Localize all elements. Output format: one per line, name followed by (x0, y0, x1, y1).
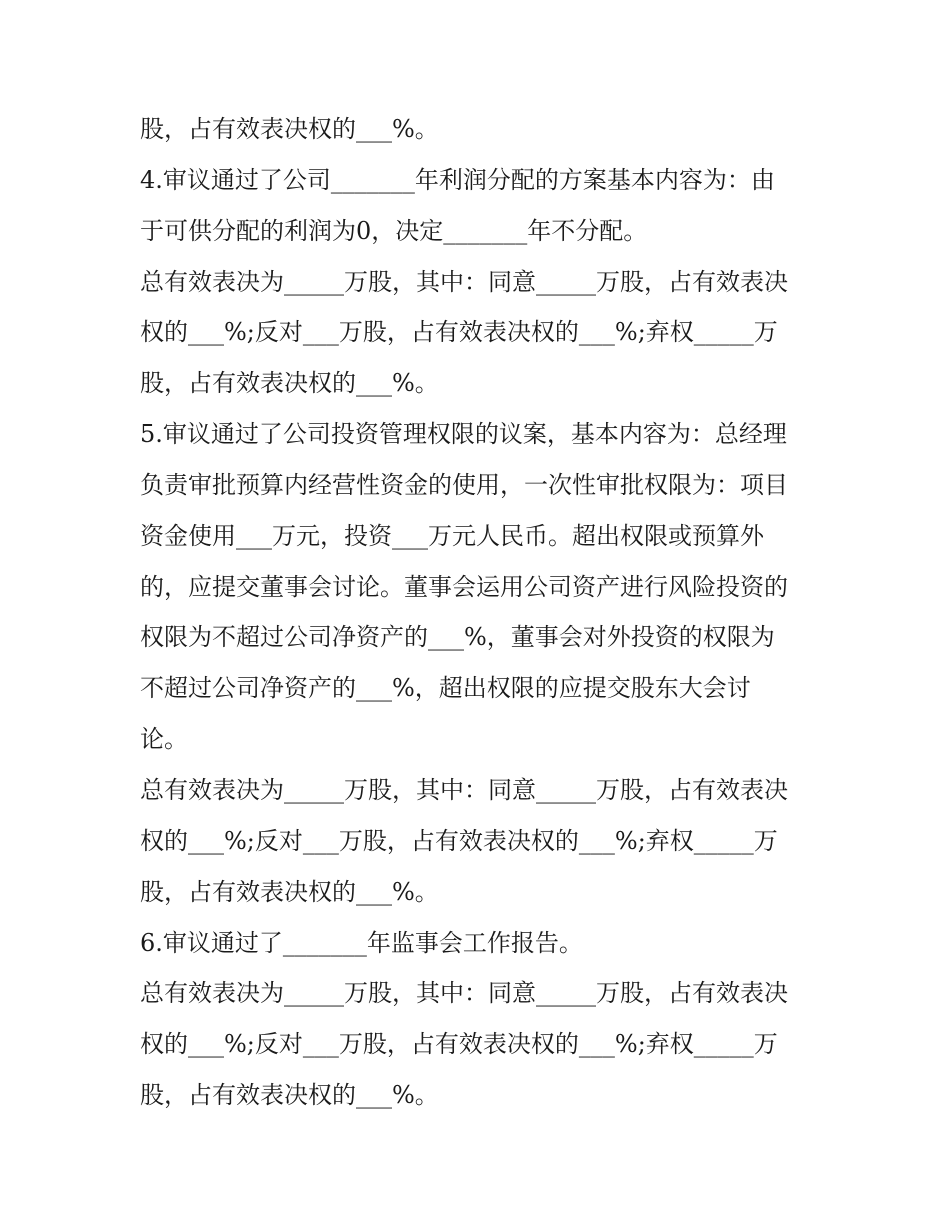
text-line: 于可供分配的利润为0，决定_______年不分配。 (140, 216, 648, 245)
text-line: 负责审批预算内经营性资金的使用，一次性审批权限为：项目 (140, 470, 788, 499)
text-line: 权的___%;反对___万股，占有效表决权的___%;弃权_____万 (140, 318, 778, 347)
document-body (140, 104, 820, 1121)
text-line: 资金使用___万元，投资___万元人民币。超出权限或预算外 (140, 521, 764, 550)
text-line: 股，占有效表决权的___%。 (140, 369, 439, 398)
text-line: 5.审议通过了公司投资管理权限的议案，基本内容为：总经理 (140, 420, 787, 449)
text-line: 的，应提交董事会讨论。董事会运用公司资产进行风险投资的 (140, 572, 788, 601)
text-line: 股，占有效表决权的___%。 (140, 1081, 439, 1110)
text-line: 权限为不超过公司净资产的___%，董事会对外投资的权限为 (140, 623, 775, 652)
text-line: 总有效表决为_____万股，其中：同意_____万股，占有效表决 (140, 775, 788, 804)
text-line: 总有效表决为_____万股，其中：同意_____万股，占有效表决 (140, 979, 788, 1008)
text-line: 不超过公司净资产的___%，超出权限的应提交股东大会讨 (140, 674, 751, 703)
text-line: 总有效表决为_____万股，其中：同意_____万股，占有效表决 (140, 267, 788, 296)
text-line: 4.审议通过了公司_______年利润分配的方案基本内容为：由 (140, 165, 775, 194)
text-line: 6.审议通过了_______年监事会工作报告。 (140, 928, 583, 957)
text-line: 论。 (140, 725, 188, 754)
text-line: 权的___%;反对___万股，占有效表决权的___%;弃权_____万 (140, 1030, 778, 1059)
text-line: 股，占有效表决权的___%。 (140, 877, 439, 906)
text-line: 股，占有效表决权的___%。 (140, 115, 439, 143)
text-line: 权的___%;反对___万股，占有效表决权的___%;弃权_____万 (140, 826, 778, 855)
